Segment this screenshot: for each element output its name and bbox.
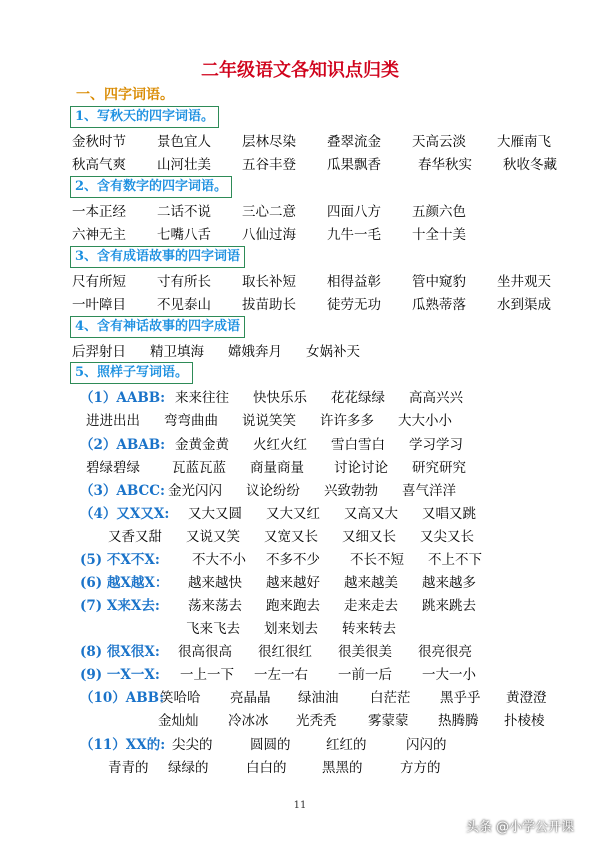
word: 大大小小 bbox=[398, 413, 452, 429]
word: 瓜熟蒂落 bbox=[412, 297, 466, 313]
pattern-label: （10）ABB: bbox=[80, 690, 165, 706]
word: 一叶障目 bbox=[72, 297, 126, 313]
word: 越来越美 bbox=[344, 575, 398, 591]
pattern-label: (5) 不X不X: bbox=[80, 552, 160, 568]
category-patterns: 5、照样子写词语。 bbox=[70, 362, 193, 384]
word-row bbox=[0, 153, 600, 173]
word: 寸有所长 bbox=[157, 274, 211, 290]
pattern-label: （3）ABCC: bbox=[80, 483, 166, 499]
pattern-row bbox=[0, 663, 600, 683]
page-number: 11 bbox=[293, 800, 307, 811]
word: 跳来跳去 bbox=[422, 598, 476, 614]
pattern-row bbox=[0, 502, 600, 522]
word: 碧绿碧绿 bbox=[86, 460, 140, 476]
pattern-label: （4）又X又X: bbox=[80, 506, 170, 522]
word-row bbox=[0, 293, 600, 313]
word: 闪闪的 bbox=[406, 737, 447, 753]
pattern-row bbox=[0, 733, 600, 753]
word: 又大又圆 bbox=[188, 506, 242, 522]
pattern-label: (7) X来X去: bbox=[80, 598, 160, 614]
word: 圆圆的 bbox=[250, 737, 291, 753]
word-row bbox=[0, 130, 600, 150]
word: 又大又红 bbox=[266, 506, 320, 522]
word: 拔苗助长 bbox=[242, 297, 296, 313]
word: 一上一下 bbox=[180, 667, 234, 683]
word: 不大不小 bbox=[192, 552, 246, 568]
pattern-row bbox=[0, 525, 600, 545]
word: 五谷丰登 bbox=[242, 157, 296, 173]
word: 精卫填海 bbox=[150, 344, 204, 360]
word: 白茫茫 bbox=[370, 690, 411, 706]
word-row bbox=[0, 223, 600, 243]
pattern-row bbox=[0, 386, 600, 406]
category-myths: 4、含有神话故事的四字成语 bbox=[70, 316, 245, 338]
word: 快快乐乐 bbox=[253, 390, 307, 406]
word: 又唱又跳 bbox=[422, 506, 476, 522]
word: 九牛一毛 bbox=[327, 227, 381, 243]
word: 又宽又长 bbox=[264, 529, 318, 545]
word: 研究研究 bbox=[412, 460, 466, 476]
word: 兴致勃勃 bbox=[324, 483, 378, 499]
word: 冷冰冰 bbox=[228, 713, 269, 729]
word: 白白的 bbox=[246, 760, 287, 776]
pattern-row bbox=[0, 617, 600, 637]
word: 女娲补天 bbox=[306, 344, 360, 360]
word: 走来走去 bbox=[344, 598, 398, 614]
word: 八仙过海 bbox=[242, 227, 296, 243]
word: 很高很高 bbox=[178, 644, 232, 660]
word: 尖尖的 bbox=[172, 737, 213, 753]
word: 不上不下 bbox=[428, 552, 482, 568]
word: 金秋时节 bbox=[72, 134, 126, 150]
pattern-label: (8) 很X很X: bbox=[80, 644, 160, 660]
word: 瓦蓝瓦蓝 bbox=[172, 460, 226, 476]
word: 叠翠流金 bbox=[327, 134, 381, 150]
word: 亮晶晶 bbox=[230, 690, 271, 706]
word: 又说又笑 bbox=[186, 529, 240, 545]
word-row bbox=[0, 340, 600, 360]
word: 管中窥豹 bbox=[412, 274, 466, 290]
word-row bbox=[0, 270, 600, 290]
pattern-label: (9) 一X一X: bbox=[80, 667, 160, 683]
pattern-row bbox=[0, 456, 600, 476]
word: 火红火红 bbox=[253, 437, 307, 453]
pattern-label: （1）AABB: bbox=[80, 390, 166, 406]
word: 三心二意 bbox=[242, 204, 296, 220]
word: 不见泰山 bbox=[157, 297, 211, 313]
pattern-row bbox=[0, 594, 600, 614]
word: 弯弯曲曲 bbox=[164, 413, 218, 429]
word: 景色宜人 bbox=[157, 134, 211, 150]
word: 秋高气爽 bbox=[72, 157, 126, 173]
word: 一本正经 bbox=[72, 204, 126, 220]
word: 划来划去 bbox=[264, 621, 318, 637]
word: 秋收冬藏 bbox=[503, 157, 557, 173]
word: 很亮很亮 bbox=[418, 644, 472, 660]
word: 一前一后 bbox=[338, 667, 392, 683]
word: 金灿灿 bbox=[158, 713, 199, 729]
word: 越来越好 bbox=[266, 575, 320, 591]
word: 方方的 bbox=[400, 760, 441, 776]
pattern-row bbox=[0, 409, 600, 429]
word: 许许多多 bbox=[320, 413, 374, 429]
word: 后羿射日 bbox=[72, 344, 126, 360]
pattern-row bbox=[0, 640, 600, 660]
word: 青青的 bbox=[108, 760, 149, 776]
word: 绿绿的 bbox=[168, 760, 209, 776]
word: 十全十美 bbox=[412, 227, 466, 243]
word: 山河壮美 bbox=[157, 157, 211, 173]
word: 商量商量 bbox=[250, 460, 304, 476]
pattern-label: （2）ABAB: bbox=[80, 437, 166, 453]
word: 讨论讨论 bbox=[334, 460, 388, 476]
category-autumn: 1、写秋天的四字词语。 bbox=[70, 106, 219, 128]
word: 层林尽染 bbox=[242, 134, 296, 150]
word: 越来越多 bbox=[422, 575, 476, 591]
word: 六神无主 bbox=[72, 227, 126, 243]
word: 黄澄澄 bbox=[506, 690, 547, 706]
word: 坐井观天 bbox=[497, 274, 551, 290]
word: 很美很美 bbox=[338, 644, 392, 660]
pattern-row bbox=[0, 433, 600, 453]
pattern-row bbox=[0, 571, 600, 591]
word: 越来越快 bbox=[188, 575, 242, 591]
word: 金光闪闪 bbox=[168, 483, 222, 499]
word-row bbox=[0, 200, 600, 220]
word: 又细又长 bbox=[342, 529, 396, 545]
pattern-row bbox=[0, 686, 600, 706]
pattern-row bbox=[0, 756, 600, 776]
word: 又香又甜 bbox=[108, 529, 162, 545]
word: 议论纷纷 bbox=[246, 483, 300, 499]
word: 七嘴八舌 bbox=[157, 227, 211, 243]
word: 荡来荡去 bbox=[188, 598, 242, 614]
word: 瓜果飘香 bbox=[327, 157, 381, 173]
category-numbers: 2、含有数字的四字词语。 bbox=[70, 176, 232, 198]
pattern-row bbox=[0, 709, 600, 729]
word: 嫦娥奔月 bbox=[228, 344, 282, 360]
word: 水到渠成 bbox=[497, 297, 551, 313]
word: 转来转去 bbox=[342, 621, 396, 637]
page-title: 二年级语文各知识点归类 bbox=[201, 60, 399, 81]
watermark: 头条 @小学公开课 bbox=[465, 820, 574, 835]
word: 很红很红 bbox=[258, 644, 312, 660]
word: 跑来跑去 bbox=[266, 598, 320, 614]
word: 飞来飞去 bbox=[186, 621, 240, 637]
word: 尺有所短 bbox=[72, 274, 126, 290]
word: 说说笑笑 bbox=[242, 413, 296, 429]
pattern-label: （11）XX的: bbox=[80, 737, 166, 753]
word: 又尖又长 bbox=[420, 529, 474, 545]
word: 金黄金黄 bbox=[175, 437, 229, 453]
word: 扑棱棱 bbox=[504, 713, 545, 729]
pattern-label: (6) 越X越X： bbox=[80, 575, 169, 591]
word: 学习学习 bbox=[409, 437, 463, 453]
pattern-row bbox=[0, 548, 600, 568]
pattern-row bbox=[0, 479, 600, 499]
word: 又高又大 bbox=[344, 506, 398, 522]
word: 一大一小 bbox=[422, 667, 476, 683]
word: 相得益彰 bbox=[327, 274, 381, 290]
word: 红红的 bbox=[326, 737, 367, 753]
word: 一左一右 bbox=[254, 667, 308, 683]
word: 五颜六色 bbox=[412, 204, 466, 220]
word: 天高云淡 bbox=[412, 134, 466, 150]
word: 高高兴兴 bbox=[409, 390, 463, 406]
word: 热腾腾 bbox=[438, 713, 479, 729]
word: 雪白雪白 bbox=[331, 437, 385, 453]
section-heading: 一、四字词语。 bbox=[76, 87, 174, 103]
word: 来来往往 bbox=[175, 390, 229, 406]
word: 不多不少 bbox=[266, 552, 320, 568]
word: 四面八方 bbox=[327, 204, 381, 220]
word: 徒劳无功 bbox=[327, 297, 381, 313]
word: 春华秋实 bbox=[418, 157, 472, 173]
word: 绿油油 bbox=[298, 690, 339, 706]
word: 雾蒙蒙 bbox=[368, 713, 409, 729]
word: 喜气洋洋 bbox=[402, 483, 456, 499]
word: 取长补短 bbox=[242, 274, 296, 290]
word: 花花绿绿 bbox=[331, 390, 385, 406]
word: 笑哈哈 bbox=[160, 690, 201, 706]
word: 不长不短 bbox=[350, 552, 404, 568]
word: 进进出出 bbox=[86, 413, 140, 429]
word: 黑乎乎 bbox=[440, 690, 481, 706]
category-idiom-stories: 3、含有成语故事的四字词语 bbox=[70, 246, 245, 268]
word: 大雁南飞 bbox=[497, 134, 551, 150]
word: 光秃秃 bbox=[296, 713, 337, 729]
word: 黑黑的 bbox=[322, 760, 363, 776]
word: 二话不说 bbox=[157, 204, 211, 220]
